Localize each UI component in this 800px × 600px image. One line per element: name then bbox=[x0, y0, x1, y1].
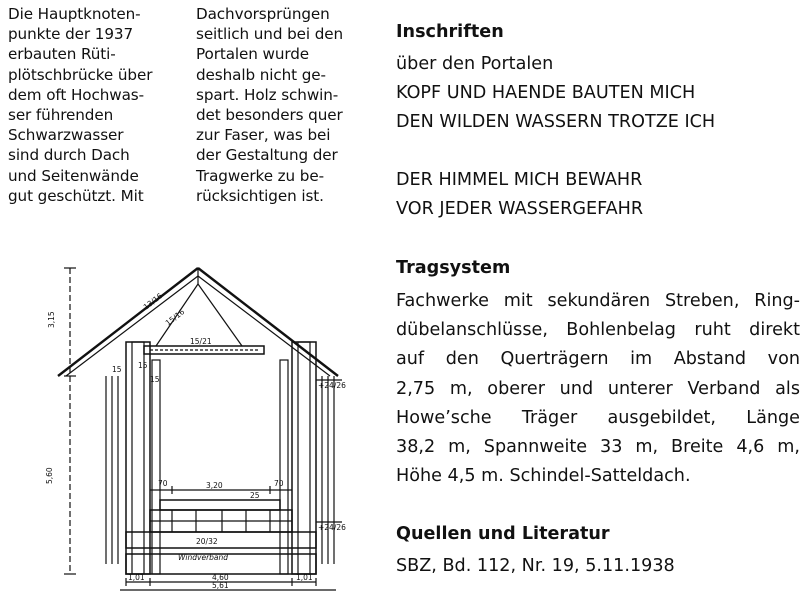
tragsystem-body-line: 38,2 m, Spannweite 33 m, Breite 4,6 m, bbox=[396, 437, 800, 458]
tragsystem-body-line: 2,75 m, oberer und unterer Verband als bbox=[396, 378, 800, 399]
left-text-line: Dachvorsprüngen bbox=[196, 5, 330, 23]
left-text-line: sind durch Dach bbox=[8, 146, 130, 165]
left-text-line: seitlich und bei den bbox=[196, 25, 344, 44]
dim-left-small-label: 1,01 bbox=[128, 573, 145, 582]
left-text-line: rücksichtigen ist. bbox=[196, 186, 324, 205]
dim-roof-height-label: 3,15 bbox=[47, 311, 56, 328]
tragsystem-heading: Tragsystem bbox=[396, 258, 511, 278]
left-text-column-2 bbox=[196, 4, 366, 206]
left-text-line: zur Faser, was bei bbox=[196, 126, 331, 145]
tragsystem-body-line: Fachwerke mit sekundären Streben, Ring- bbox=[396, 291, 800, 311]
left-text-line: det besonders quer bbox=[196, 106, 343, 125]
left-text-line: Schwarzwasser bbox=[8, 126, 124, 145]
deck-inner-dim-label: 3,20 bbox=[206, 481, 223, 490]
tragsystem-body-line: Howe’sche Träger ausgebildet, Länge bbox=[396, 407, 800, 428]
left-text-line: punkte der 1937 bbox=[8, 25, 134, 44]
deck-left-dim-label: 70 bbox=[158, 479, 168, 488]
quellen-text: SBZ, Bd. 112, Nr. 19, 5.11.1938 bbox=[396, 556, 675, 576]
dim-right-small-label: 1,01 bbox=[296, 573, 313, 582]
side-bottom-label: +24/26 bbox=[318, 523, 346, 532]
quellen-heading: Quellen und Literatur bbox=[396, 524, 610, 544]
tie-beam-label: 15/21 bbox=[190, 337, 212, 346]
inschriften-body-line bbox=[396, 137, 715, 166]
tragsystem-body-line: auf den Querträgern im Abstand von bbox=[396, 349, 800, 370]
left-text-line: erbauten Rüti- bbox=[8, 45, 116, 64]
drawing-labels bbox=[45, 291, 346, 590]
inschriften-body-line: über den Portalen bbox=[396, 54, 554, 74]
inschriften-heading: Inschriften bbox=[396, 22, 504, 42]
post-label-a: 15 bbox=[112, 365, 122, 374]
left-text-line: gut geschützt. Mit bbox=[8, 186, 144, 205]
dim-total-height-label: 5,60 bbox=[45, 467, 54, 484]
side-top-label: +24/26 bbox=[318, 381, 346, 390]
tragsystem-body bbox=[396, 287, 800, 491]
deck-right-dim-label: 70 bbox=[274, 479, 284, 488]
dim-width-inner-label: 4,60 bbox=[212, 573, 229, 582]
left-text-line: Die Hauptknoten- bbox=[8, 5, 141, 23]
left-text-line: deshalb nicht ge- bbox=[196, 65, 326, 84]
beam-label: 20/32 bbox=[196, 537, 218, 546]
inschriften-body-line: DER HIMMEL MICH BEWAHR bbox=[396, 170, 643, 190]
inschriften-body-line: VOR JEDER WASSERGEFAHR bbox=[396, 199, 644, 219]
left-text-line: der Gestaltung der bbox=[196, 146, 338, 165]
left-text-line: dem oft Hochwas- bbox=[8, 85, 144, 104]
inschriften-body-line: KOPF UND HAENDE BAUTEN MICH bbox=[396, 83, 696, 103]
left-text-column-1 bbox=[8, 4, 168, 206]
inschriften-body-line: DEN WILDEN WASSERN TROTZE ICH bbox=[396, 112, 716, 132]
left-text-line: spart. Holz schwin- bbox=[196, 85, 339, 104]
left-text-line: und Seitenwände bbox=[8, 166, 139, 185]
deck-label: 25 bbox=[250, 491, 260, 500]
left-text-line: plötschbrücke über bbox=[8, 65, 153, 84]
tragsystem-body-line: Höhe 4,5 m. Schindel-Satteldach. bbox=[396, 466, 691, 487]
inschriften-body bbox=[396, 50, 715, 224]
tragsystem-body-line: dübelanschlüsse, Bohlenbelag ruht direkt bbox=[396, 320, 800, 341]
dim-width-outer-label: 5,61 bbox=[212, 581, 229, 590]
left-text-line: Portalen wurde bbox=[196, 45, 310, 64]
post-label-b: 15 bbox=[138, 361, 148, 370]
left-text-line: Tragwerke zu be- bbox=[196, 166, 324, 185]
rafter-a-label: 13/16 bbox=[141, 291, 165, 312]
bridge-cross-section-drawing bbox=[46, 264, 346, 594]
left-text-line: ser führenden bbox=[8, 106, 114, 125]
windverband-label: Windverband bbox=[178, 553, 229, 562]
post-label-c: 15 bbox=[150, 375, 160, 384]
rafter-b-label: 15/16 bbox=[163, 307, 187, 328]
